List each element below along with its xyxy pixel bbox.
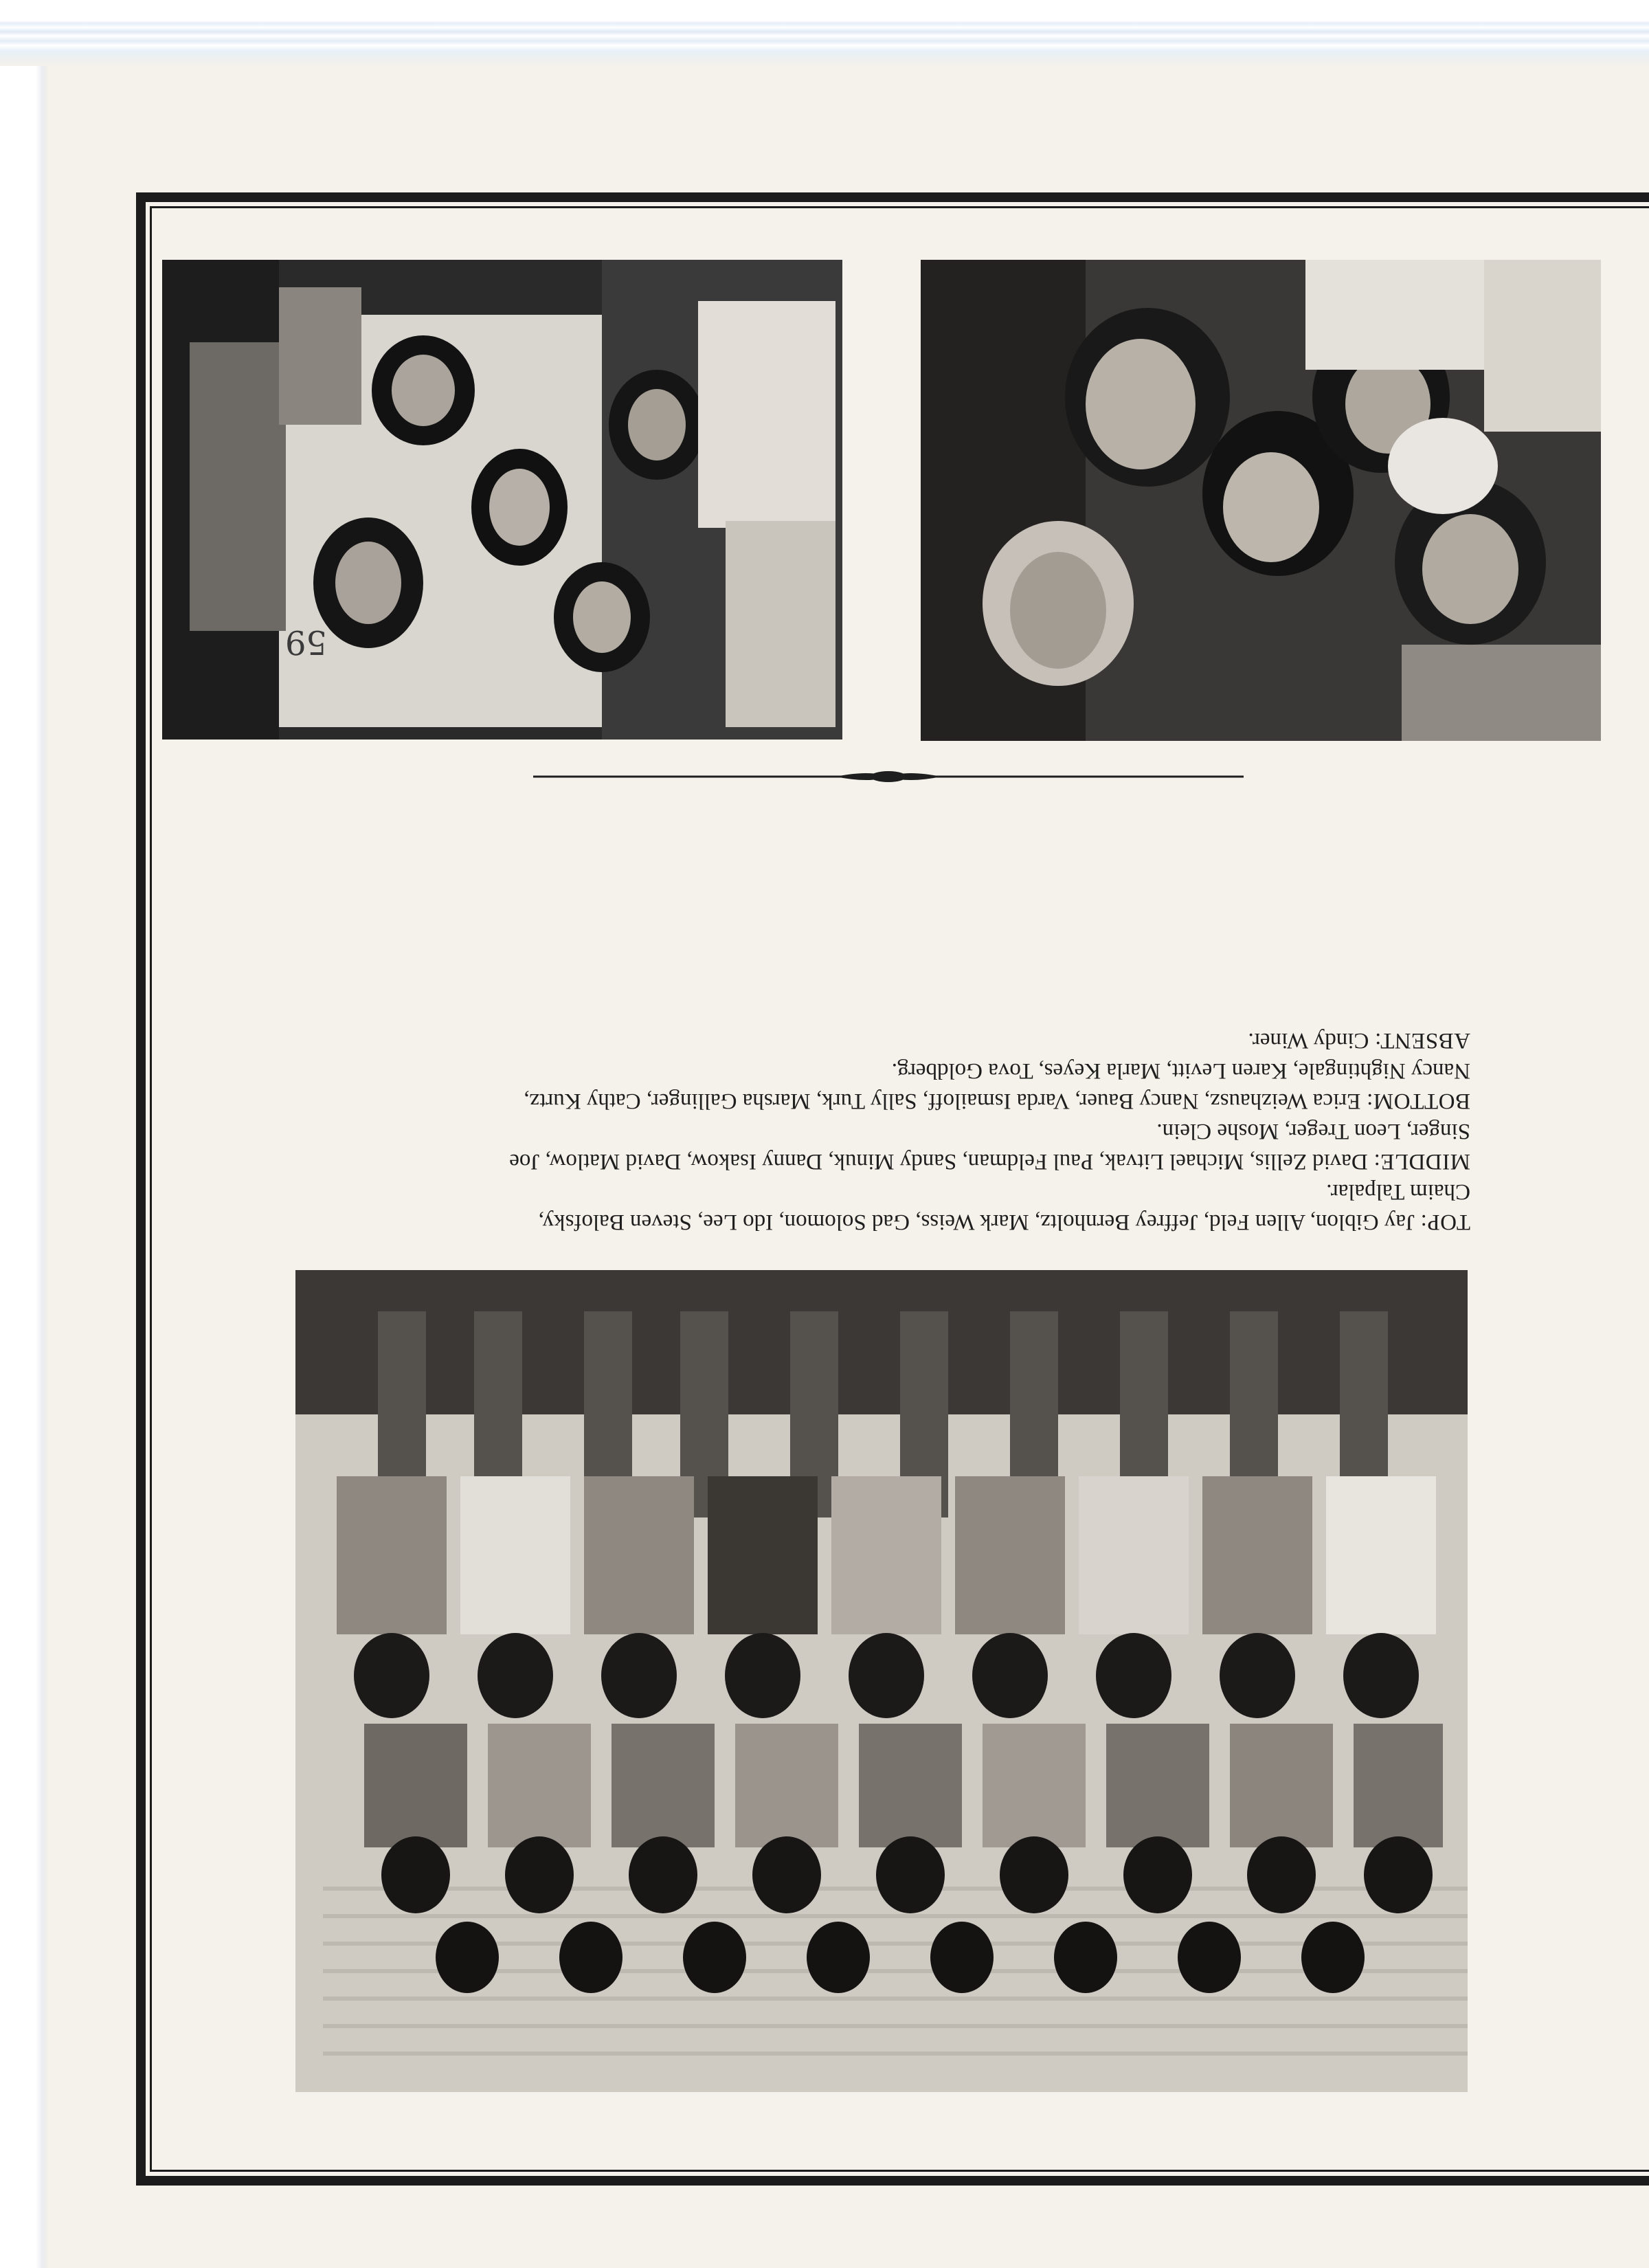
caption-bottom: BOTTOM: Erica Weizhausz, Nancy Bauer, Varda Ismailoff, Sally Turk, Marsha Gallinger, Cathy Kurtz,: [524, 1089, 1470, 1113]
names-caption: [316, 990, 1470, 1237]
photo-class-group-portrait: [295, 1270, 1468, 2092]
caption-middle: MIDDLE: David Zellis, Michael Litvak, Paul Feldman, Sandy Minuk, Danny Isakow, David Matlow, Joe: [509, 1149, 1470, 1174]
photo-students-close-up: [921, 260, 1601, 741]
caption-middle-cont: Singer, Leon Treger, Moshe Clein.: [1156, 1119, 1470, 1144]
svg-text:59: 59: [284, 623, 327, 661]
photo-students-at-chalkboard: [162, 260, 842, 740]
caption-top: TOP: Jay Giblon, Allen Feld, Jeffrey Bernholtz, Mark Weiss, Gad Solomon, Ido Lee, Steven Balofsky,: [538, 1210, 1470, 1234]
scan-margin: [0, 66, 48, 2268]
scan-edge: [0, 0, 1649, 66]
caption-absent: ABSENT: Cindy Winer.: [1248, 1028, 1470, 1053]
caption-bottom-cont: Nancy Nightingale, Karen Levitt, Marla Keyes, Tova Goldberg.: [891, 1058, 1470, 1083]
caption-top-cont: Chaim Talpalar.: [1326, 1179, 1470, 1204]
ornamental-divider: [533, 763, 1244, 790]
